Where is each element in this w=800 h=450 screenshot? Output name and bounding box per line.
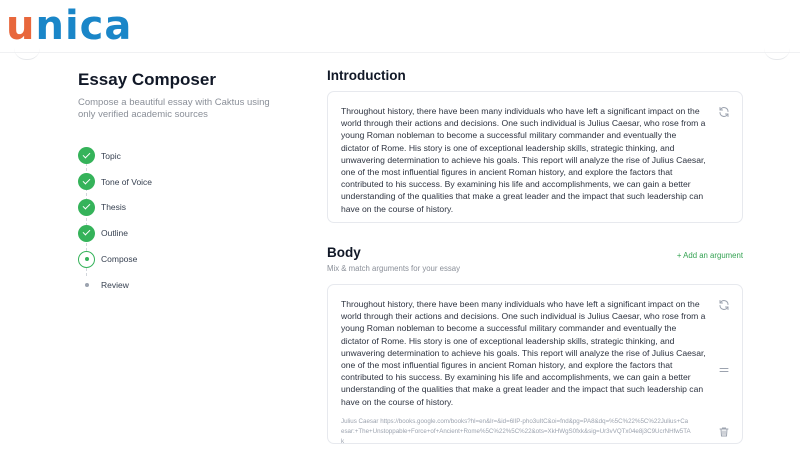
refresh-icon[interactable] [718,105,730,117]
main-content [327,68,743,444]
body-subtitle: Mix & match arguments for your essay [327,264,461,273]
step-outline[interactable] [78,220,298,246]
header-divider [0,52,800,53]
step-list [78,143,298,298]
header-corner-left [14,48,40,60]
step-label: Review [101,279,129,290]
page-subtitle: Compose a beautiful essay with Caktus using only verified academic sources [78,97,270,120]
argument-card[interactable] [327,284,743,444]
step-label: Tone of Voice [101,176,153,187]
body-title: Body [327,245,361,260]
argument-text[interactable]: Throughout history, there have been many individuals who have left a significant impact on the world through their actions and decisions. One such individual is Julius Caesar, who rose from a young Roman nobleman to become a successful military commander and eventually the dictator of Rome. His story is one of exceptional leadership skills, strategic thinking, and unwavering determination to achieve his goals. This report will analyze the rise of Julius Caesar, one of the most influential figures in ancient Roman history, and explore the factors that contributed to his success. By examining his life and accomplishments, we can gain a better understanding of the qualities that make a great leader and the impact that such leadership can have on the course of history. [341,299,706,407]
check-icon [78,147,95,164]
page-title: Essay Composer [78,70,216,89]
step-tone-of-voice[interactable] [78,169,298,195]
introduction-card[interactable] [327,91,743,223]
current-step-icon [78,251,95,268]
drag-handle-icon[interactable] [718,363,730,375]
argument-source: Julius Caesar https://books.google.com/books?hl=en&lr=&id=6lIP-pho3uItC&oi=fnd&pg=PA8&dq=%5C%22%5C%22Julius+Caesar:+The+Unstoppable+Force+of+Ancient+Rome%5C%22%5C%22&ots=XkHWgS0fxk&sig=Ur3vVQTx04e8j3C9UcrNHfw5TAk [341,417,691,445]
logo-letters-nica: nica [35,3,133,49]
check-icon [78,199,95,216]
step-label: Outline [101,228,128,239]
step-review[interactable] [78,272,298,298]
introduction-text[interactable]: Throughout history, there have been many individuals who have left a significant impact on the world through their actions and decisions. One such individual is Julius Caesar, who rose from a young Roman nobleman to become a successful military commander and eventually the dictator of Rome. His story is one of exceptional leadership skills, strategic thinking, and unwavering determination to achieve his goals. This report will analyze the rise of Julius Caesar, one of the most influential figures in ancient Roman history, and explore the factors that contributed to his success. By examining his life and accomplishments, we can gain a better understanding of the qualities that make a great leader and the impact that such leadership can have on the course of history. [341,106,706,214]
unica-logo [6,4,132,48]
introduction-title: Introduction [327,68,406,83]
body-header [327,245,743,260]
add-argument-button[interactable]: + Add an argument [676,251,743,260]
trash-icon[interactable] [718,425,730,437]
step-thesis[interactable] [78,195,298,221]
step-label: Topic [101,150,121,161]
sidebar [78,70,298,298]
header-corner-right [764,48,790,60]
step-topic[interactable] [78,143,298,169]
pending-step-icon [78,276,95,293]
check-icon [78,225,95,242]
logo-letter-u: u [6,3,36,49]
check-icon [78,173,95,190]
step-compose[interactable] [78,246,298,272]
refresh-icon[interactable] [718,298,730,310]
step-label: Thesis [101,202,127,213]
step-label: Compose [101,254,138,265]
